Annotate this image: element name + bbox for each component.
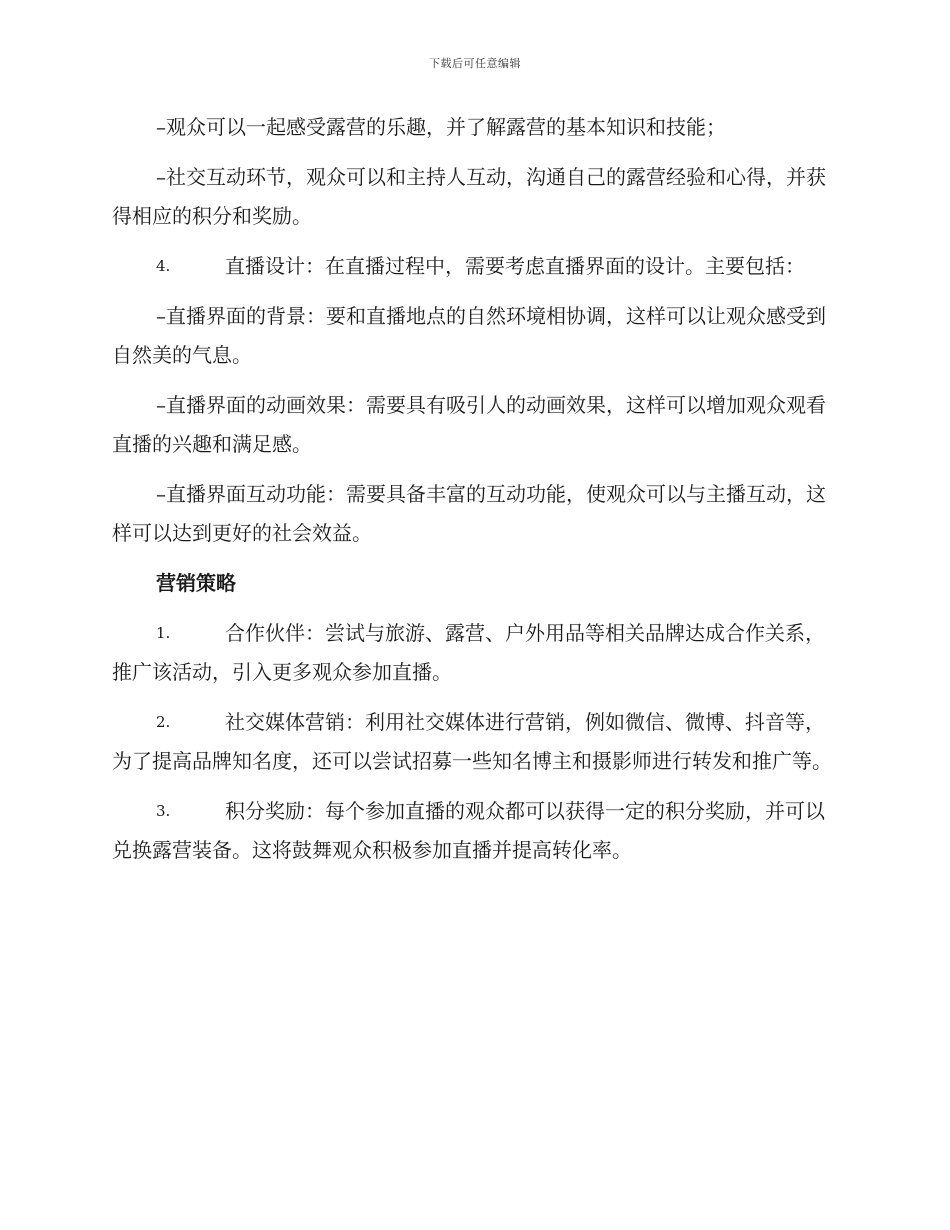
numbered-paragraph-points-reward	[112, 792, 838, 870]
document-body	[112, 108, 838, 881]
list-number: 3.	[156, 802, 171, 820]
list-text: 合作伙伴：尝试与旅游、露营、户外用品等相关品牌达成合作关系，推广该活动，引入更多观众参加直播。	[112, 621, 825, 684]
page-header: 下载后可任意编辑	[429, 57, 521, 70]
numbered-paragraph-partners	[112, 614, 838, 692]
list-number: 1.	[156, 624, 171, 642]
numbered-paragraph-social-media	[112, 703, 838, 781]
section-heading-marketing: 营销策略	[156, 571, 236, 595]
bullet-paragraph-social-interaction: –社交互动环节，观众可以和主持人互动，沟通自己的露营经验和心得，并获得相应的积分和奖励。	[112, 165, 826, 228]
list-number: 2.	[156, 713, 171, 731]
list-text: 积分奖励：每个参加直播的观众都可以获得一定的积分奖励，并可以兑换露营装备。这将鼓舞观众积极参加直播并提高转化率。	[112, 799, 825, 862]
list-number: 4.	[156, 257, 171, 275]
bullet-paragraph-watch-camping: –观众可以一起感受露营的乐趣，并了解露营的基本知识和技能；	[156, 115, 726, 139]
list-text: 社交媒体营销：利用社交媒体进行营销，例如微信、微博、抖音等，为了提高品牌知名度，还可以尝试招募一些知名博主和摄影师进行转发和推广等。	[112, 710, 832, 773]
list-text: 直播设计：在直播过程中，需要考虑直播界面的设计。主要包括：	[225, 254, 805, 278]
numbered-paragraph-live-design	[112, 247, 838, 286]
bullet-paragraph-animation: –直播界面的动画效果：需要具有吸引人的动画效果，这样可以增加观众观看直播的兴趣和满足感。	[112, 393, 826, 456]
bullet-paragraph-background: –直播界面的背景：要和直播地点的自然环境相协调，这样可以让观众感受到自然美的气息。	[112, 304, 826, 367]
bullet-paragraph-interaction-feature: –直播界面互动功能：需要具备丰富的互动功能，使观众可以与主播互动，这样可以达到更好的社会效益。	[112, 482, 826, 545]
